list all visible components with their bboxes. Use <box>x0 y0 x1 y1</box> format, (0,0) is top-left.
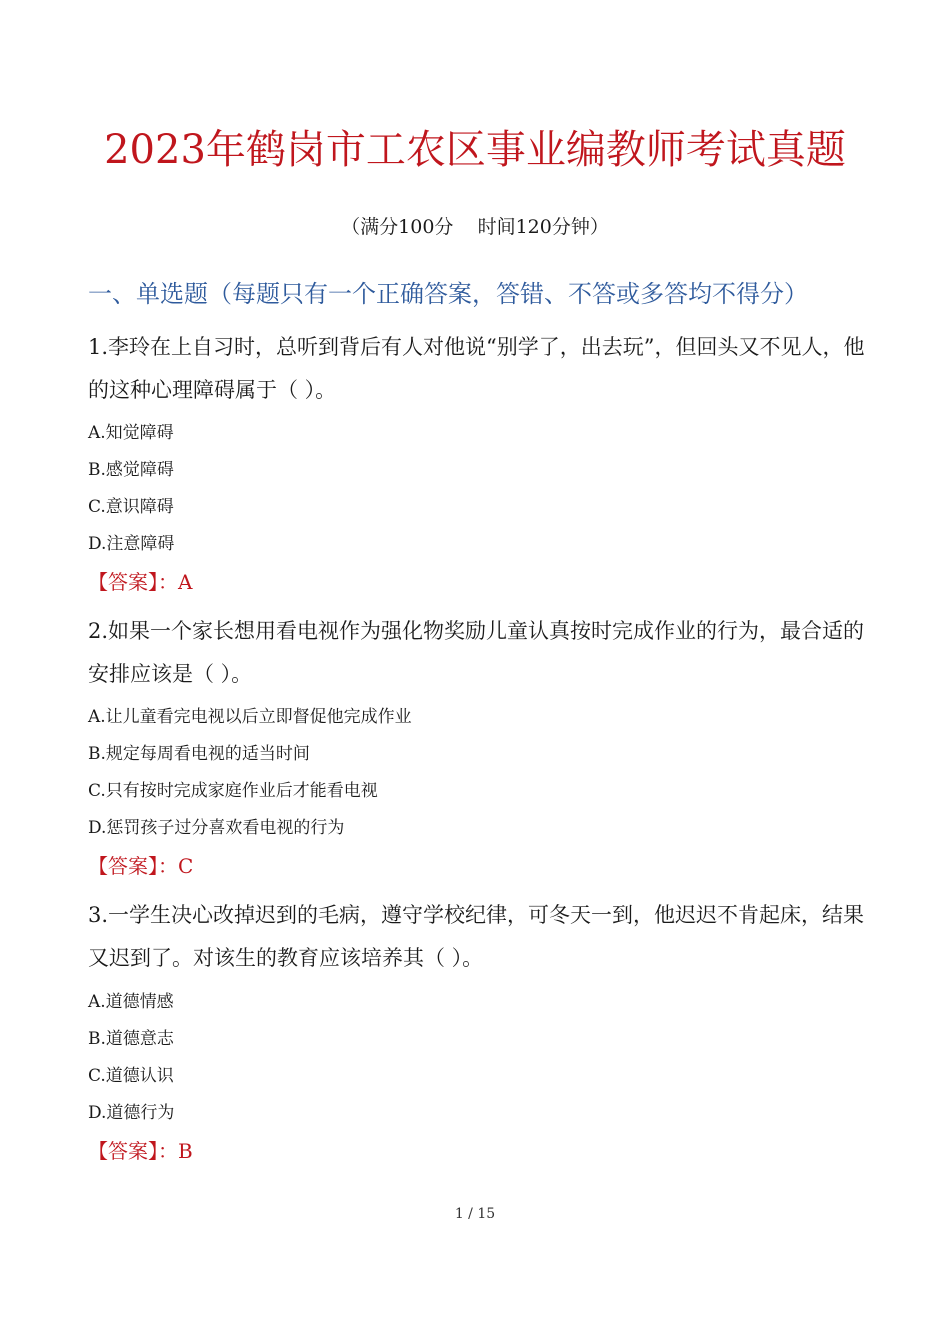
question-1-option-a: A.知觉障碍 <box>88 423 174 443</box>
question-2-option-d: D.惩罚孩子过分喜欢看电视的行为 <box>88 818 345 838</box>
answer-value: B <box>178 1139 193 1163</box>
page-title: 2023年鹤岗市工农区事业编教师考试真题 <box>104 127 846 173</box>
question-3-option-c: C.道德认识 <box>88 1066 174 1086</box>
question-1-option-b: B.感觉障碍 <box>88 460 174 480</box>
question-3-text: 3.一学生决心改掉迟到的毛病，遵守学校纪律，可冬天一到，他迟迟不肯起床，结果又迟到了。对该生的教育应该培养其（ ）。 <box>88 903 865 970</box>
answer-label: 【答案】： <box>88 854 178 878</box>
question-2-text: 2.如果一个家长想用看电视作为强化物奖励儿童认真按时完成作业的行为，最合适的安排应该是（ ）。 <box>88 619 865 686</box>
answer-value: A <box>178 570 193 594</box>
answer-label: 【答案】： <box>88 570 178 594</box>
page-number: 1 / 15 <box>454 1206 496 1222</box>
question-1-text: 1.李玲在上自习时，总听到背后有人对他说“别学了，出去玩”，但回头又不见人，他的这种心理障碍属于（ ）。 <box>88 335 865 402</box>
question-3-option-a: A.道德情感 <box>88 992 174 1012</box>
question-3-answer <box>88 1137 193 1165</box>
question-2-option-b: B.规定每周看电视的适当时间 <box>88 744 310 764</box>
question-3-option-b: B.道德意志 <box>88 1029 174 1049</box>
question-2-option-a: A.让儿童看完电视以后立即督促他完成作业 <box>88 707 412 727</box>
exam-info: （满分100分 时间120分钟） <box>341 216 609 238</box>
question-2-answer <box>88 852 193 880</box>
answer-value: C <box>178 854 194 878</box>
question-1-option-c: C.意识障碍 <box>88 497 174 517</box>
question-1-option-d: D.注意障碍 <box>88 534 175 554</box>
question-2-option-c: C.只有按时完成家庭作业后才能看电视 <box>88 781 378 801</box>
question-3-option-d: D.道德行为 <box>88 1103 175 1123</box>
answer-label: 【答案】： <box>88 1139 178 1163</box>
question-1-answer <box>88 568 192 596</box>
section-heading: 一、单选题（每题只有一个正确答案，答错、不答或多答均不得分） <box>88 280 808 308</box>
